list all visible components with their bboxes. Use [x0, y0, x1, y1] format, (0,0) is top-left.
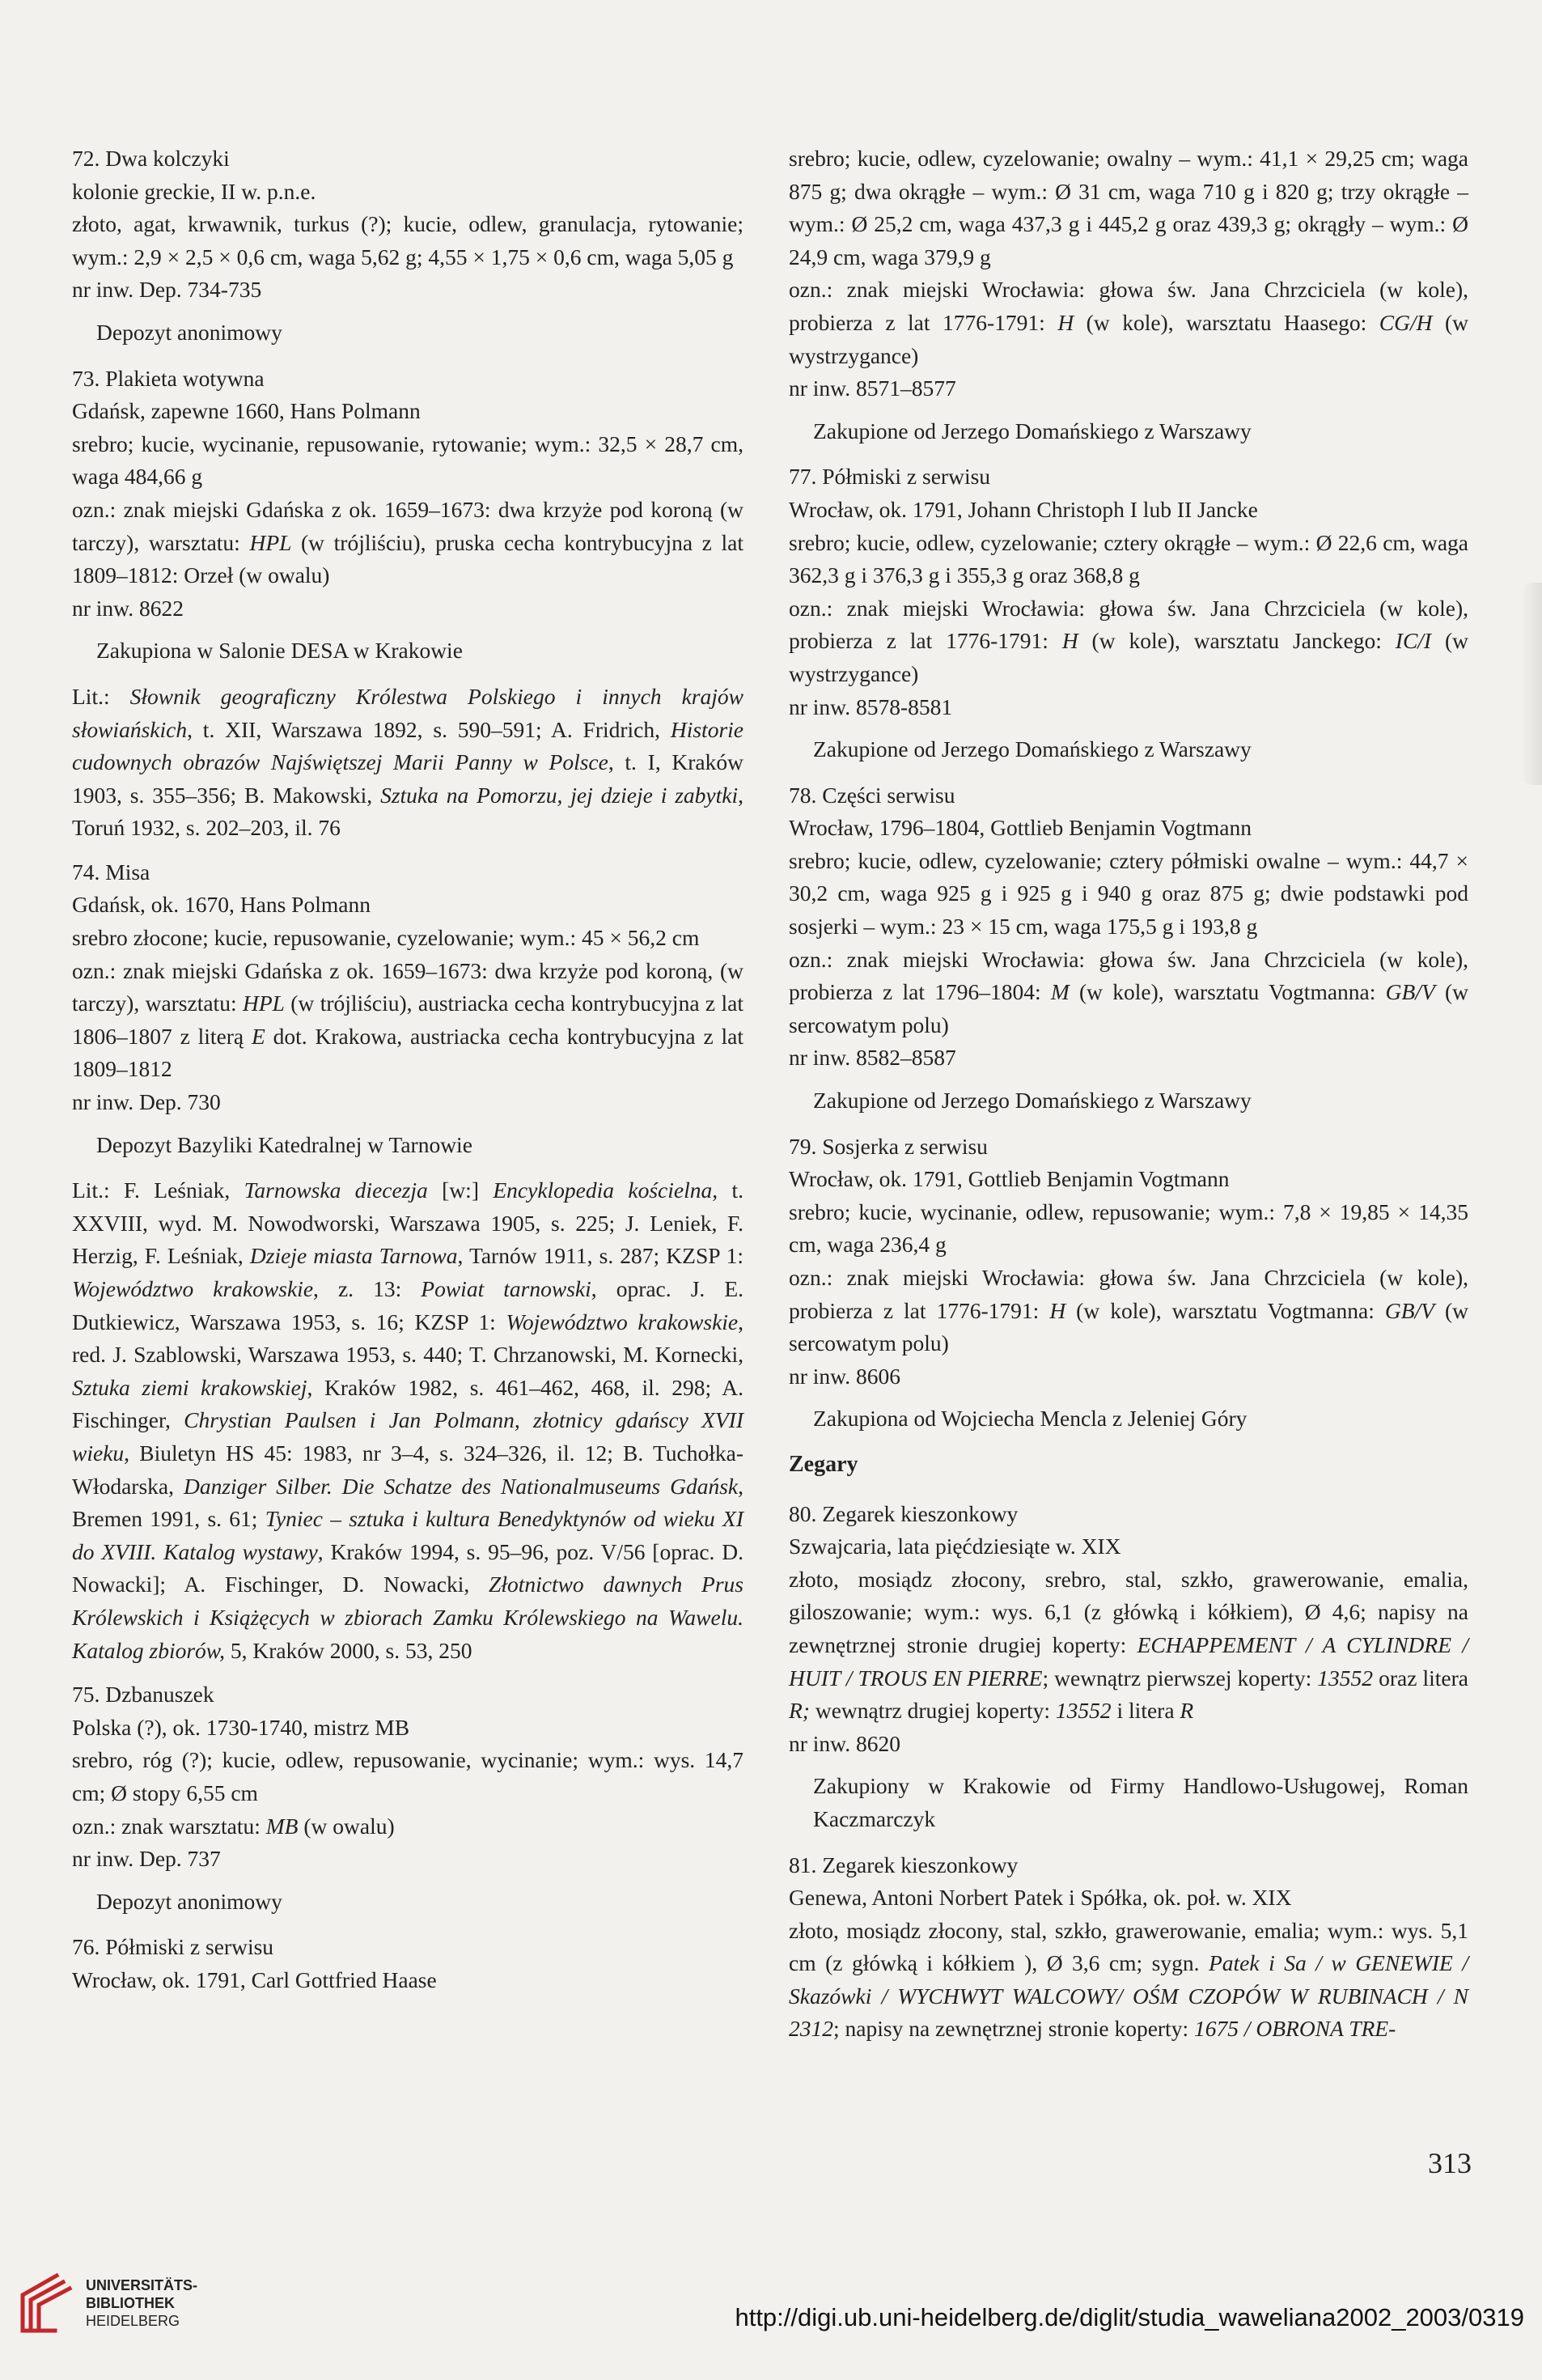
literature-paragraph: Lit.: Słownik geograficzny Królestwa Polskiego i innych krajów słowiańskich, t. XII, Warszawa 1892, s. 590–591; A. Fridrich, Historie cudownych obrazów Najświętszej Marii Panny w Polsce, t. I, Kraków 1903, s. 355–356; B. Makowski, Sztuka na Pomorzu, jej dzieje i zabytki, Toruń 1932, s. 202–203, il. 76	[72, 683, 743, 841]
catalog-entry: 74. Misa Gdańsk, ok. 1670, Hans Polmann srebro złocone; kucie, repusowanie, cyzelowanie; wym.: 45 × 56,2 cm ozn.: znak miejski Gdańska z ok. 1659–1673: dwa krzyże pod koroną, (w tarczy), warsztatu: HPL (w trójliściu), austriacka cecha kontrybucyjna z lat 1806–1807 z literą E dot. Krakowa, austriacka cecha kontrybucyjna z lat 1809–1812 nr inw. Dep. 730	[72, 859, 743, 1115]
catalog-entry: srebro; kucie, odlew, cyzelowanie; owalny – wym.: 41,1 × 29,25 cm; waga 875 g; dwa okrągłe – wym.: Ø 31 cm, waga 710 g i 820 g; trzy okrągłe – wym.: Ø 25,2 cm, waga 437,3 g i 445,2 g oraz 439,3 g; okrągły – wym.: Ø 24,9 cm, waga 379,9 g ozn.: znak miejski Wrocławia: głowa św. Jana Chrzciciela (w kole), probierza z lat 1776-1791: H (w kole), warsztatu Haasego: CG/H (w wystrzygance) nr inw. 8571–8577	[789, 146, 1468, 401]
catalog-entry: 81. Zegarek kieszonkowy Genewa, Antoni Norbert Patek i Spółka, ok. poł. w. XIX złoto, mosiądz złocony, stal, szkło, grawerowanie, emalia; wym.: wys. 5,1 cm (z główką i kółkiem ), Ø 3,6 cm; sygn. Patek i Sa / w GENEWIE / Skazówki / WYCHWYT WALCOWY/ OŚM CZOPÓW W RUBINACH / N 2312; napisy na zewnętrznej stronie koperty: 1675 / OBRONA TRE-	[789, 1852, 1468, 2042]
source-url-link[interactable]: http://digi.ub.uni-heidelberg.de/diglit/studia_waweliana2002_2003/0319	[735, 2303, 1524, 2331]
catalog-entry: 77. Półmiski z serwisu Wrocław, ok. 1791, Johann Christoph I lub II Jancke srebro; kucie, odlew, cyzelowanie; cztery okrągłe – wym.: Ø 22,6 cm, waga 362,3 g i 376,3 g i 355,3 g oraz 368,8 g ozn.: znak miejski Wrocławia: głowa św. Jana Chrzciciela (w kole), probierza z lat 1776-1791: H (w kole), warsztatu Janckego: IC/I (w wystrzygance) nr inw. 8578-8581	[789, 464, 1468, 719]
acquisition-note: Zakupiona od Wojciecha Mencla z Jeleniej Góry	[813, 1406, 1248, 1432]
page-edge-shadow	[1521, 583, 1542, 785]
library-emblem-icon	[15, 2271, 74, 2335]
institution-line-2: BIBLIOTHEK	[86, 2295, 175, 2311]
acquisition-note: Depozyt anonimowy	[96, 1888, 282, 1914]
institution-line-3: HEIDELBERG	[86, 2313, 180, 2329]
institution-line-1: UNIVERSITÄTS-	[86, 2277, 198, 2293]
catalog-entry: 80. Zegarek kieszonkowy Szwajcaria, lata pięćdziesiąte w. XIX złoto, mosiądz złocony, srebro, stal, szkło, grawerowanie, emalia, giloszowanie; wym.: wys. 6,1 (z główką i kółkiem), Ø 4,6; napisy na zewnętrznej stronie drugiej koperty: ECHAPPEMENT / A CYLINDRE / HUIT / TROUS EN PIERRE; wewnątrz pierwszej koperty: 13552 oraz litera R; wewnątrz drugiej koperty: 13552 i litera R nr inw. 8620	[789, 1500, 1469, 1756]
catalog-entry: 78. Części serwisu Wrocław, 1796–1804, Gottlieb Benjamin Vogtmann srebro; kucie, odlew, cyzelowanie; cztery półmiski owalne – wym.: 44,7 × 30,2 cm, waga 925 g i 925 g i 940 g oraz 875 g; dwie podstawki pod sosjerki – wym.: 23 × 15 cm, waga 175,5 g i 193,8 g ozn.: znak miejski Wrocławia: głowa św. Jana Chrzciciela (w kole), probierza z lat 1796–1804: M (w kole), warsztatu Vogtmanna: GB/V (w sercowatym polu) nr inw. 8582–8587	[789, 782, 1469, 1071]
acquisition-note: Zakupiony w Krakowie od Firmy Handlowo-Usługowej, Roman Kaczmarczyk	[813, 1773, 1468, 1831]
right-column	[789, 142, 1468, 2055]
acquisition-note: Zakupiona w Salonie DESA w Krakowie	[96, 638, 463, 664]
acquisition-note: Zakupione od Jerzego Domańskiego z Warszawy	[813, 1088, 1252, 1114]
acquisition-note: Zakupione od Jerzego Domańskiego z Warszawy	[813, 736, 1252, 762]
library-logo[interactable]	[15, 2271, 197, 2335]
acquisition-note: Depozyt Bazyliki Katedralnej w Tarnowie	[96, 1131, 472, 1157]
catalog-entry: 75. Dzbanuszek Polska (?), ok. 1730-1740, mistrz MB srebro, róg (?); kucie, odlew, repusowanie, wycinanie; wym.: wys. 14,7 cm; Ø stopy 6,55 cm ozn.: znak warsztatu: MB (w owalu) nr inw. Dep. 737	[72, 1682, 743, 1872]
acquisition-note: Depozyt anonimowy	[96, 319, 282, 345]
acquisition-note: Zakupione od Jerzego Domańskiego z Warszawy	[813, 418, 1252, 443]
page-number: 313	[1428, 2147, 1472, 2179]
left-column	[72, 142, 743, 2006]
catalog-entry: 79. Sosjerka z serwisu Wrocław, ok. 1791, Gottlieb Benjamin Vogtmann srebro; kucie, wycinanie, odlew, repusowanie; wym.: 7,8 × 19,85 × 14,35 cm, waga 236,4 g ozn.: znak miejski Wrocławia: głowa św. Jana Chrzciciela (w kole), probierza z lat 1776-1791: H (w kole), warsztatu Vogtmanna: GB/V (w sercowatym polu) nr inw. 8606	[789, 1133, 1468, 1389]
catalog-entry: 72. Dwa kolczyki kolonie greckie, II w. p.n.e. złoto, agat, krwawnik, turkus (?); kucie, odlew, granulacja, rytowanie; wym.: 2,9 × 2,5 × 0,6 cm, waga 5,62 g; 4,55 × 1,75 × 0,6 cm, waga 5,05 g nr inw. Dep. 734-735	[72, 146, 743, 303]
catalog-entry: 73. Plakieta wotywna Gdańsk, zapewne 1660, Hans Polmann srebro; kucie, wycinanie, repusowanie, rytowanie; wym.: 32,5 × 28,7 cm, waga 484,66 g ozn.: znak miejski Gdańska z ok. 1659–1673: dwa krzyże pod koroną (w tarczy), warsztatu: HPL (w trójliściu), pruska cecha kontrybucyjna z lat 1809–1812: Orzeł (w owalu) nr inw. 8622	[72, 365, 743, 621]
section-heading: Zegary	[789, 1451, 858, 1477]
catalog-entry: 76. Półmiski z serwisu Wrocław, ok. 1791, Carl Gottfried Haase	[72, 1934, 437, 1992]
institution-name	[86, 2276, 197, 2330]
literature-paragraph: Lit.: F. Leśniak, Tarnowska diecezja [w:] Encyklopedia kościelna, t. XXVIII, wyd. M. Nowodworski, Warszawa 1905, s. 225; J. Leniek, F. Herzig, F. Leśniak, Dzieje miasta Tarnowa, Tarnów 1911, s. 287; KZSP 1: Województwo krakowskie, z. 13: Powiat tarnowski, oprac. J. E. Dutkiewicz, Warszawa 1953, s. 16; KZSP 1: Województwo krakowskie, red. J. Szablowski, Warszawa 1953, s. 440; T. Chrzanowski, M. Kornecki, Sztuka ziemi krakowskiej, Kraków 1982, s. 461–462, 468, il. 298; A. Fischinger, Chrystian Paulsen i Jan Polmann, złotnicy gdańscy XVII wieku, Biuletyn HS 45: 1983, nr 3–4, s. 324–326, il. 12; B. Tuchołka-Włodarska, Danziger Silber. Die Schatze des Nationalmuseums Gdańsk, Bremen 1991, s. 61; Tyniec – sztuka i kultura Benedyktynów od wieku XI do XVIII. Katalog wystawy, Kraków 1994, s. 95–96, poz. V/56 [oprac. D. Nowacki]; A. Fischinger, D. Nowacki, Złotnictwo dawnych Prus Królewskich i Książęcych w zbiorach Zamku Królewskiego na Wawelu. Katalog zbiorów, 5, Kraków 2000, s. 53, 250	[72, 1177, 743, 1663]
